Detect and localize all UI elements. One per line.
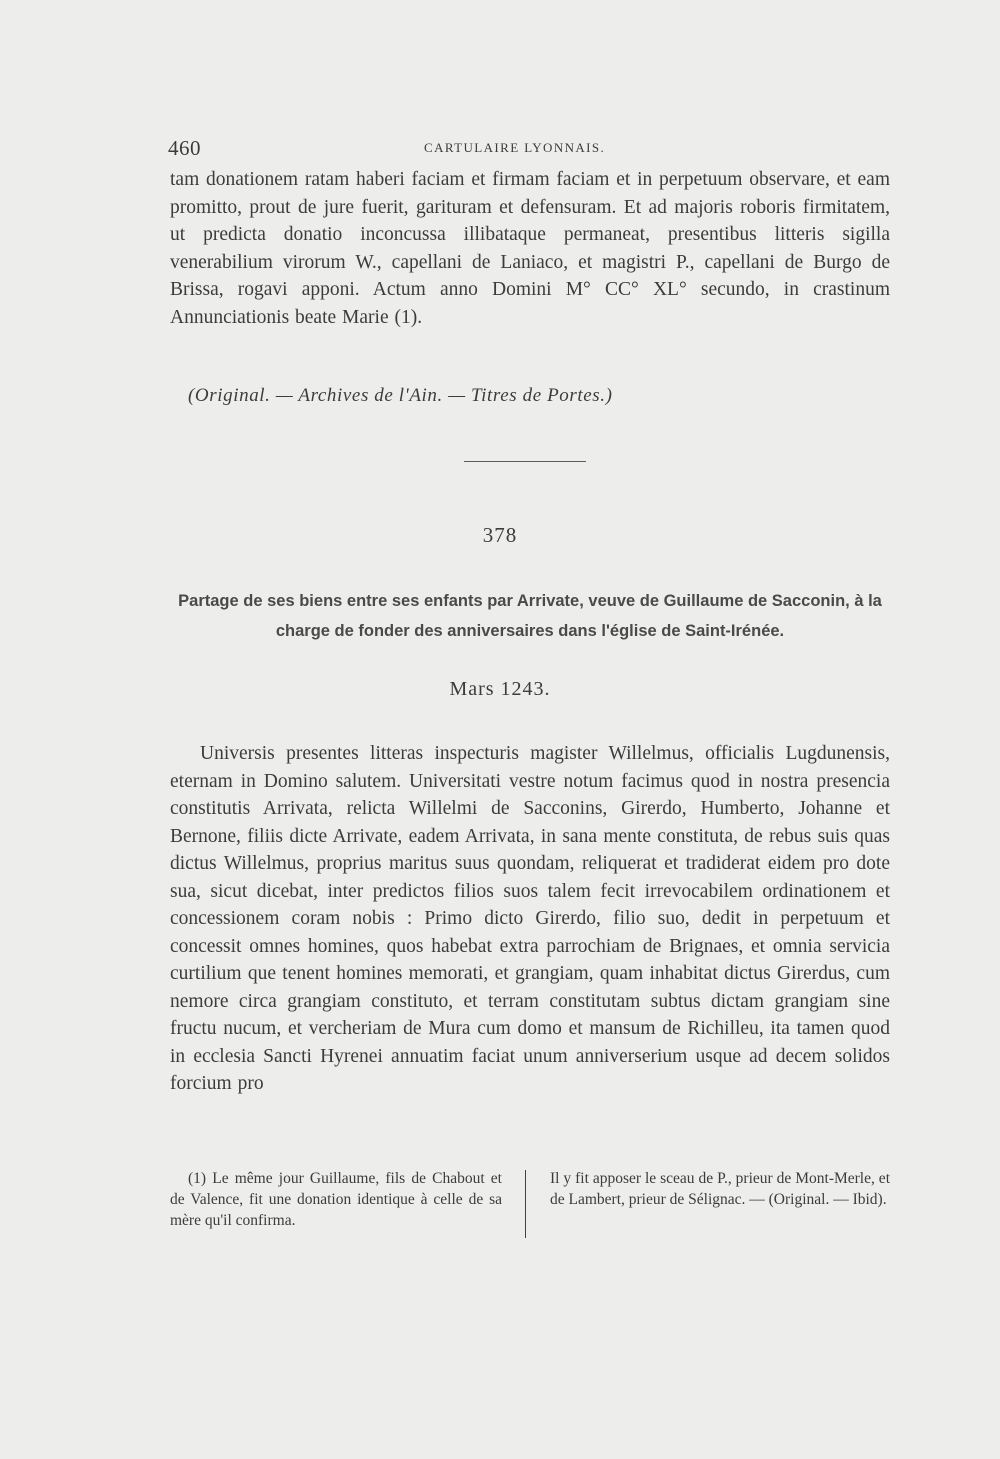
section-separator: [464, 461, 586, 462]
page-header: [168, 136, 888, 164]
document-number: 378: [482, 523, 518, 547]
document-text: Universis presentes litteras inspecturis magister Willelmus, officialis Lugdunensis, eternam in Domino salutem. Universitati vestre notum facimus quod in nostra presencia constitutis Arrivata, relicta Willelmi de Sacconins, Girerdo, Humberto, Johanne et Bernone, filiis dicte Arrivate, eadem Arrivata, in sana mente constituta, de rebus suis quas dictus Willelmus, proprius maritus suus quondam, reliquerat et tradiderat eidem pro dote sua, sicut dicebat, inter predictos filios suos talem fecit irrevocabilem ordinationem et concessionem coram nobis : Primo dicto Girerdo, filio suo, dedit in perpetuum et concessit omnes homines, quos habebat extra parrochiam de Brignaes, et omnia servicia curtilium que tenent homines memorati, et grangiam, quam inhabitat dictus Girerdus, cum nemore circa grangiam constituto, et terram constitutam subtus dictam grangiam sine fructu nucum, et vercheriam de Mura cum domo et mansum de Richilleu, ita tamen quod in ecclesia Sancti Hyrenei annuatim faciat unum anniverserium usque ad decem solidos forcium pro: [170, 743, 890, 1094]
continuation-paragraph: [170, 166, 890, 331]
document-body: [170, 740, 890, 1098]
continuation-text: tam donationem ratam haberi faciam et firmam faciam et in perpetuum observare, et eam promitto, prout de jure fuerit, garituram et defensuram. Et ad majoris roboris firmitatem, ut predicta donatio inconcussa illibataque permaneat, presentibus litteris sigilla venerabilium virorum W., capellani de Laniaco, et magistri P., capellani de Burgo de Brissa, rogavi apponi. Actum anno Domini M° CC° XL° secundo, in crastinum Annunciationis beate Marie (1).: [170, 169, 890, 328]
footnote-left: (1) Le même jour Guillaume, fils de Chabout et de Valence, fit une donation identique à celle de sa mère qu'il confirma.: [170, 1170, 502, 1229]
footnotes: [170, 1168, 892, 1248]
document-summary: Partage de ses biens entre ses enfants par Arrivate, veuve de Guillaume de Sacconin, à la charge de fonder des anniversaires dans l'église de Saint-Irénée.: [178, 592, 882, 640]
source-citation: (Original. — Archives de l'Ain. — Titres de Portes.): [188, 385, 613, 406]
document-date: Mars 1243.: [449, 678, 551, 700]
page-number: 460: [168, 136, 201, 160]
running-title: CARTULAIRE LYONNAIS.: [424, 140, 606, 155]
footnote-right: Il y fit apposer le sceau de P., prieur de Mont-Merle, et de Lambert, prieur de Sélignac. — (Original. — Ibid).: [550, 1170, 890, 1208]
footnote-divider: [525, 1170, 526, 1238]
